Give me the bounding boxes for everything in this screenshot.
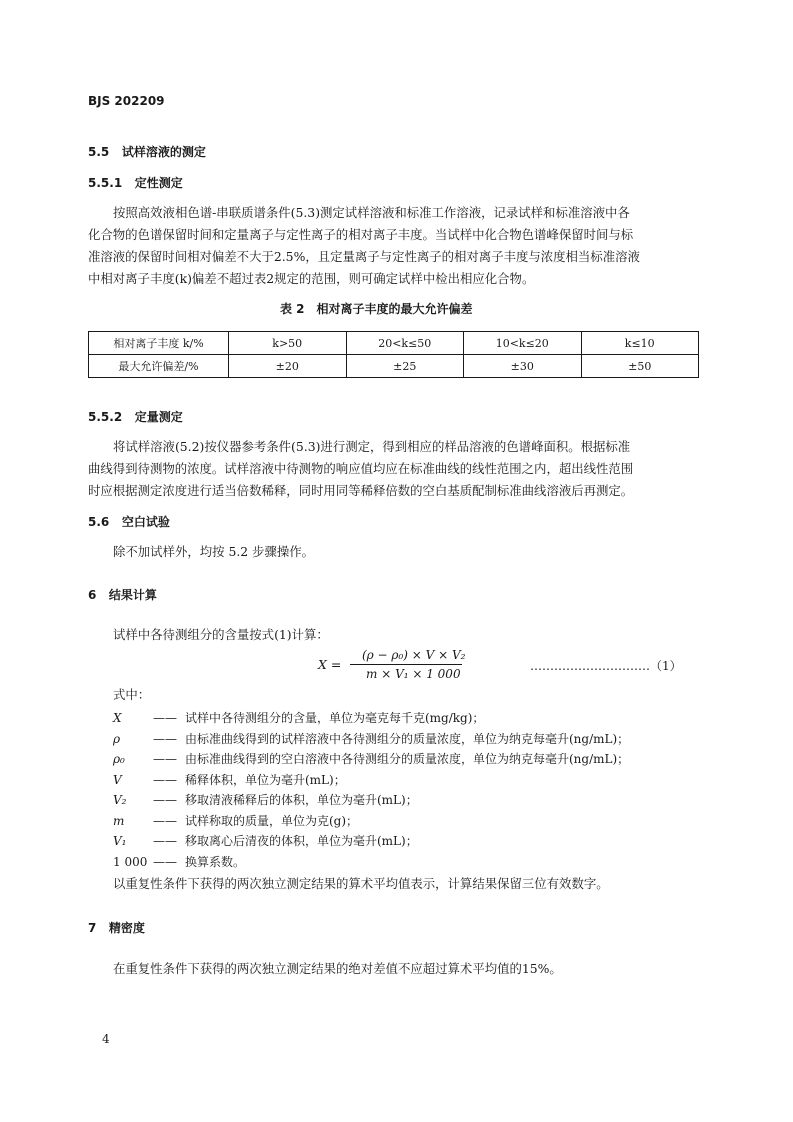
symbol: V <box>113 772 122 787</box>
definition-list <box>113 708 629 872</box>
definition-item <box>113 811 629 832</box>
definition-item <box>113 729 629 750</box>
section-title: 定量测定 <box>134 410 183 424</box>
table-cell: 最大允许偏差/% <box>89 355 229 378</box>
table-cell: 20<k≤50 <box>346 332 464 355</box>
description: 移取离心后清夜的体积，单位为毫升(mL)； <box>185 834 418 848</box>
table-cell: ±50 <box>581 355 699 378</box>
paragraph-line: 将试样溶液(5.2)按仪器参考条件(5.3)进行测定，得到相应的样品溶液的色谱峰面积。根据标准 <box>113 439 631 454</box>
symbol: V₂ <box>113 793 127 807</box>
dash: —— <box>153 731 177 746</box>
symbol: V₁ <box>113 834 127 848</box>
paragraph-line: 准溶液的保留时间相对偏差不大于2.5%，且定量离子与定性离子的相对离子丰度与浓度相当标准溶液 <box>88 249 640 264</box>
table-cell: ±25 <box>346 355 464 378</box>
table-caption: 表 2 相对离子丰度的最大允许偏差 <box>280 302 473 316</box>
description: 换算系数。 <box>185 854 246 869</box>
description: 移取清液稀释后的体积，单位为毫升(mL)； <box>185 793 418 807</box>
section-title: 定性测定 <box>134 176 183 190</box>
paragraph-line: 中相对离子丰度(k)偏差不超过表2规定的范围，则可确定试样中检出相应化合物。 <box>88 271 535 286</box>
result-note: 以重复性条件下获得的两次独立测定结果的算术平均值表示，计算结果保留三位有效数字。 <box>113 876 609 891</box>
table-row <box>89 332 699 355</box>
definition-item <box>113 708 629 729</box>
section-7-heading <box>88 919 145 936</box>
section-5-5-1-heading <box>88 174 183 191</box>
symbol: ρ₀ <box>113 752 125 766</box>
definition-item <box>113 790 629 811</box>
dash: —— <box>153 711 177 725</box>
paragraph-line: 按照高效液相色谱-串联质谱条件(5.3)测定试样溶液和标准工作溶液，记录试样和标准溶液中各 <box>113 205 630 220</box>
description: 试样称取的质量，单位为克(g)； <box>185 813 359 828</box>
paragraph-line: 化合物的色谱保留时间和定量离子与定性离子的相对离子丰度。当试样中化合物色谱峰保留时间与标 <box>88 227 634 242</box>
fraction-bar <box>350 664 462 665</box>
section-number: 5.5.1 <box>88 176 123 190</box>
section-title: 结果计算 <box>108 588 157 602</box>
dash: —— <box>153 854 177 869</box>
section-title: 空白试验 <box>121 515 170 529</box>
description: 由标准曲线得到的空白溶液中各待测组分的质量浓度，单位为纳克每毫升(ng/mL)； <box>185 752 630 766</box>
document-code: BJS 202209 <box>88 94 165 108</box>
dash: —— <box>153 772 177 787</box>
paragraph-line: 除不加试样外，均按 5.2 步骤操作。 <box>113 544 315 559</box>
description: 试样中各待测组分的含量，单位为毫克每千克(mg/kg)； <box>185 711 485 725</box>
formula-number: …………………………（1） <box>530 659 682 673</box>
symbol: m <box>113 813 125 828</box>
paragraph-line: 时应根据测定浓度进行适当倍数稀释，同时用同等稀释倍数的空白基质配制标准曲线溶液后再测定。 <box>88 483 634 498</box>
formula-denominator: m × V₁ × 1 000 <box>366 667 461 681</box>
section-title: 精密度 <box>108 921 145 935</box>
definition-item <box>113 831 629 852</box>
table-cell: k>50 <box>229 332 347 355</box>
symbol: X <box>113 711 122 725</box>
dash: —— <box>153 793 177 807</box>
definition-item <box>113 852 629 873</box>
section-number: 5.5.2 <box>88 410 123 424</box>
table-cell: ±30 <box>464 355 582 378</box>
dash: —— <box>153 834 177 848</box>
section-title: 试样溶液的测定 <box>121 145 206 159</box>
table-cell: ±20 <box>229 355 347 378</box>
tolerance-table <box>88 331 699 378</box>
page-number: 4 <box>102 1032 110 1046</box>
section-5-5-2-heading <box>88 408 183 425</box>
formula-lhs: X = <box>318 657 342 672</box>
formula-numerator: (ρ − ρ₀) × V × V₂ <box>362 648 466 662</box>
where-label: 式中： <box>113 687 151 702</box>
table-cell: 10<k≤20 <box>464 332 582 355</box>
description: 稀释体积，单位为毫升(mL)； <box>185 772 346 787</box>
section-5-6-heading <box>88 513 170 530</box>
dash: —— <box>153 813 177 828</box>
section-number: 6 <box>88 588 97 602</box>
paragraph-line: 曲线得到待测物的浓度。试样溶液中待测物的响应值均应在标准曲线的线性范围之内，超出线性范围 <box>88 461 634 476</box>
symbol: ρ <box>113 731 121 746</box>
section-number: 7 <box>88 921 97 935</box>
definition-item <box>113 770 629 791</box>
section-number: 5.5 <box>88 145 110 159</box>
formula-intro: 试样中各待测组分的含量按式(1)计算： <box>113 627 329 642</box>
table-row <box>89 355 699 378</box>
section-number: 5.6 <box>88 515 110 529</box>
section-6-heading <box>88 586 157 603</box>
section-5-5-heading <box>88 143 206 160</box>
symbol: 1 000 <box>113 854 148 869</box>
definition-item <box>113 749 629 770</box>
paragraph-line: 在重复性条件下获得的两次独立测定结果的绝对差值不应超过算术平均值的15%。 <box>113 961 562 976</box>
description: 由标准曲线得到的试样溶液中各待测组分的质量浓度，单位为纳克每毫升(ng/mL)； <box>185 731 630 746</box>
table-cell: 相对离子丰度 k/% <box>89 332 229 355</box>
dash: —— <box>153 752 177 766</box>
table-cell: k≤10 <box>581 332 699 355</box>
